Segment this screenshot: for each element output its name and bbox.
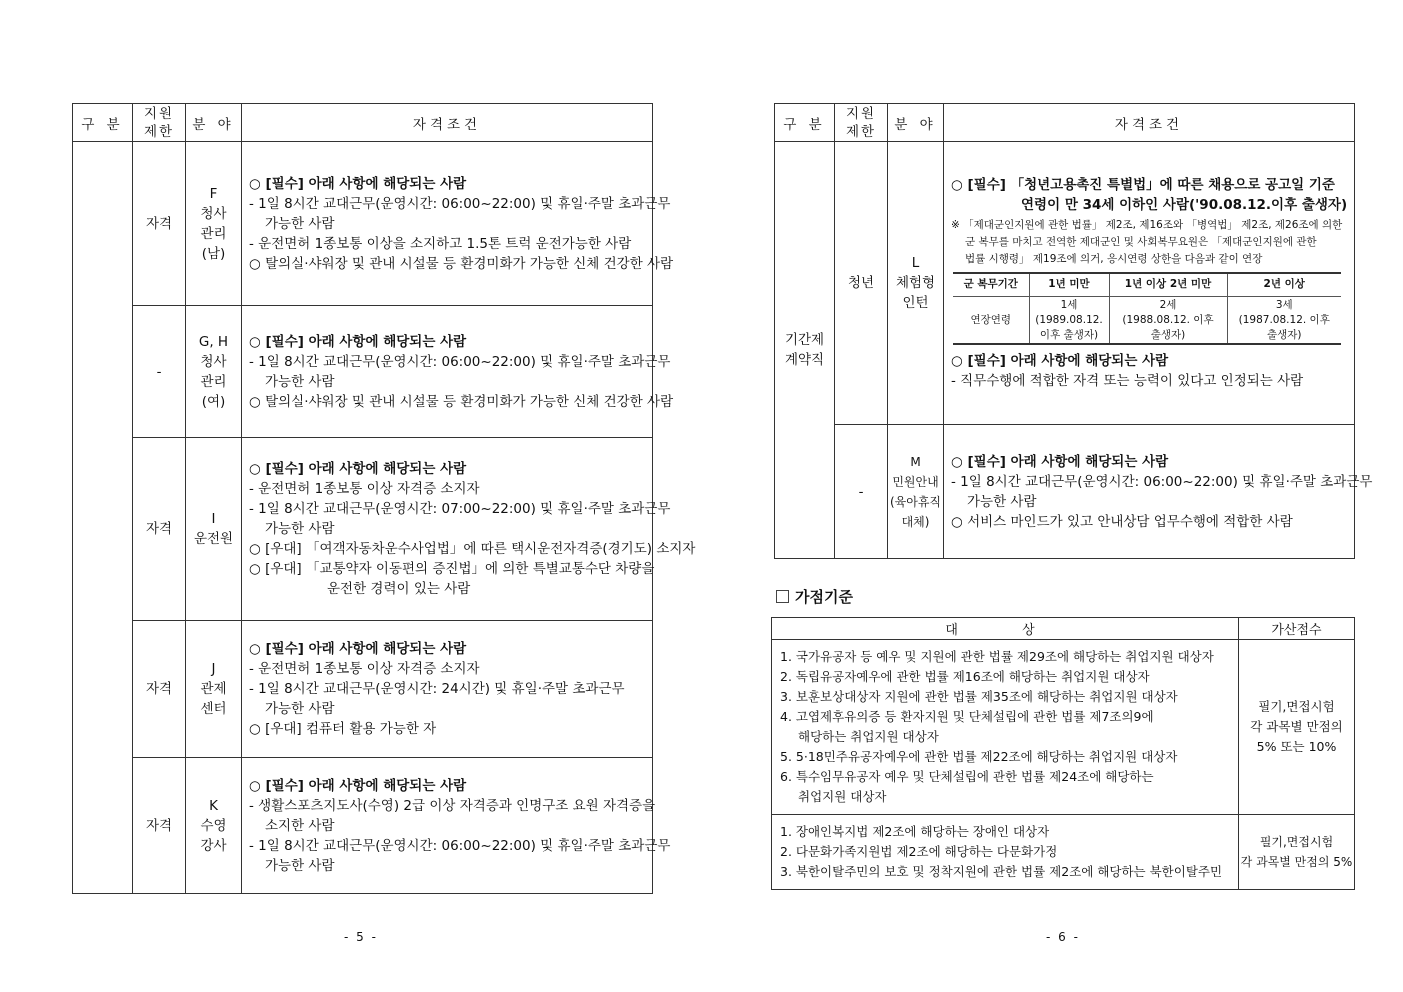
inner-cell: 3세 (1987.08.12. 이후 출생자) bbox=[1227, 296, 1341, 344]
bonus-line: 2. 다문화가족지원법 제2조에 해당하는 다문화가정 bbox=[780, 844, 1058, 859]
note-line: 군 복무를 마치고 전역한 제대군인 및 사회복무요원은 「제대군인지원에 관한 bbox=[965, 235, 1317, 248]
cond-line: - 운전면허 1종보통 이상 자격증 소지자 bbox=[249, 661, 480, 677]
bonus-target-cell bbox=[772, 640, 1239, 815]
cond-line: 소지한 사람 bbox=[265, 817, 335, 834]
qualification-cell bbox=[242, 438, 696, 621]
cond-line: ○ [필수] 아래 사항에 해당되는 사람 bbox=[249, 461, 467, 477]
cond-line: ○ [필수] 아래 사항에 해당되는 사람 bbox=[249, 333, 467, 350]
cond-line: ○ [필수] 「청년고용촉진 특별법」에 따른 채용으로 공고일 기준 bbox=[951, 176, 1335, 193]
qualification-cell bbox=[242, 758, 671, 894]
header-category: 구 분 bbox=[775, 104, 835, 142]
bonus-line: 5. 5·18민주유공자예우에 관한 법률 제22조에 해당하는 취업지원 대상자 bbox=[780, 749, 1178, 764]
cond-line: 연령이 만 34세 이하인 사람('90.08.12.이후 출생자) bbox=[1021, 196, 1348, 213]
table-row bbox=[775, 142, 1355, 425]
table-row bbox=[775, 425, 1355, 559]
bonus-score-cell: 필기,면접시험 각 과목별 만점의 5% 또는 10% bbox=[1239, 640, 1355, 815]
bonus-title-text: 가점기준 bbox=[795, 588, 853, 606]
table-row bbox=[73, 142, 653, 306]
cond-line: - 생활스포츠지도사(수영) 2급 이상 자격증과 인명구조 요원 자격증을 bbox=[249, 797, 656, 814]
cond-line: - 1일 8시간 교대근무(운영시간: 06:00~22:00) 및 휴일·주말 초과근무 bbox=[951, 473, 1373, 490]
inner-header: 1년 이상 2년 미만 bbox=[1109, 273, 1227, 297]
table-row bbox=[73, 621, 653, 758]
limit-cell: - bbox=[133, 306, 186, 438]
page-number-left: - 5 - bbox=[344, 930, 378, 944]
bonus-line: 2. 독립유공자예우에 관한 법률 제16조에 해당하는 취업지원 대상자 bbox=[780, 669, 1150, 684]
cond-line: - 1일 8시간 교대근무(운영시간: 07:00~22:00) 및 휴일·주말 초과근무 bbox=[249, 501, 671, 517]
cond-line: ○ 탈의실·샤워장 및 관내 시설물 등 환경미화가 가능한 신체 건강한 사람 bbox=[249, 255, 674, 272]
header-qualification: 자격조건 bbox=[944, 104, 1355, 142]
note-line: ※ 「제대군인지원에 관한 법률」 제2조, 제16조와 「병역법」 제2조, 제26조에 의한 bbox=[951, 218, 1343, 231]
bonus-line: 3. 북한이탈주민의 보호 및 정착지원에 관한 법률 제2조에 해당하는 북한이탈주민 bbox=[780, 864, 1223, 879]
cond-line: ○ [우대] 「여객자동차운수사업법」에 따른 택시운전자격증(경기도) 소지자 bbox=[249, 541, 696, 557]
table-row bbox=[772, 815, 1355, 890]
cond-line: - 운전면허 1종보통 이상을 소지하고 1.5톤 트럭 운전가능한 사람 bbox=[249, 235, 632, 252]
inner-cell: 연장연령 bbox=[953, 296, 1029, 344]
header-field: 분 야 bbox=[888, 104, 944, 142]
inner-cell: 2세 (1988.08.12. 이후 출생자) bbox=[1109, 296, 1227, 344]
field-cell: K 수영 강사 bbox=[186, 758, 242, 894]
cond-line: ○ 탈의실·샤워장 및 관내 시설물 등 환경미화가 가능한 신체 건강한 사람 bbox=[249, 393, 674, 410]
limit-cell: 청년 bbox=[835, 142, 888, 425]
table-row bbox=[73, 758, 653, 894]
age-extension-table bbox=[953, 272, 1341, 346]
cond-line: - 운전면허 1종보통 이상 자격증 소지자 bbox=[249, 481, 480, 497]
field-cell: I 운전원 bbox=[186, 438, 242, 621]
note-line: 법률 시행령」 제19조에 의거, 응시연령 상한을 다음과 같이 연장 bbox=[965, 252, 1263, 265]
qualification-cell bbox=[944, 142, 1355, 425]
cond-line: 가능한 사람 bbox=[265, 373, 335, 390]
cond-line: 가능한 사람 bbox=[967, 493, 1037, 510]
bonus-target-cell bbox=[772, 815, 1239, 890]
inner-cell: 1세 (1989.08.12. 이후 출생자) bbox=[1029, 296, 1109, 344]
cond-line: ○ 서비스 마인드가 있고 안내상담 업무수행에 적합한 사람 bbox=[951, 513, 1293, 530]
cond-line: 가능한 사람 bbox=[265, 521, 335, 537]
cond-line: ○ [우대] 「교통약자 이동편의 증진법」에 의한 특별교통수단 차량을 bbox=[249, 561, 655, 577]
header-limit: 지원 제한 bbox=[133, 104, 186, 142]
inner-header: 1년 미만 bbox=[1029, 273, 1109, 297]
cond-line: 운전한 경력이 있는 사람 bbox=[327, 581, 471, 597]
bonus-header-target: 대 상 bbox=[772, 618, 1239, 640]
cond-line: 가능한 사람 bbox=[265, 215, 335, 232]
cond-line: - 1일 8시간 교대근무(운영시간: 06:00~22:00) 및 휴일·주말 초과근무 bbox=[249, 195, 671, 212]
field-cell: J 관제 센터 bbox=[186, 621, 242, 758]
bonus-table bbox=[771, 617, 1355, 890]
limit-cell: 자격 bbox=[133, 758, 186, 894]
table-row bbox=[772, 640, 1355, 815]
inner-header: 군 복무기간 bbox=[953, 273, 1029, 297]
header-qualification: 자격조건 bbox=[242, 104, 653, 142]
header-field: 분 야 bbox=[186, 104, 242, 142]
bonus-line: 취업지원 대상자 bbox=[798, 789, 887, 804]
cond-line: 가능한 사람 bbox=[265, 857, 335, 874]
cond-line: - 직무수행에 적합한 자격 또는 능력이 있다고 인정되는 사람 bbox=[951, 373, 1304, 390]
table-row bbox=[73, 438, 653, 621]
table-row bbox=[73, 306, 653, 438]
cond-line: 가능한 사람 bbox=[265, 701, 335, 717]
cond-line: - 1일 8시간 교대근무(운영시간: 06:00~22:00) 및 휴일·주말 초과근무 bbox=[249, 353, 671, 370]
cond-line: ○ [우대] 컴퓨터 활용 가능한 자 bbox=[249, 721, 437, 737]
bonus-header-score: 가산점수 bbox=[1239, 618, 1355, 640]
cond-line: ○ [필수] 아래 사항에 해당되는 사람 bbox=[249, 641, 467, 657]
cond-line: - 1일 8시간 교대근무(운영시간: 24시간) 및 휴일·주말 초과근무 bbox=[249, 681, 625, 697]
limit-cell: 자격 bbox=[133, 438, 186, 621]
bonus-line: 3. 보훈보상대상자 지원에 관한 법률 제35조에 해당하는 취업지원 대상자 bbox=[780, 689, 1178, 704]
cond-line: ○ [필수] 아래 사항에 해당되는 사람 bbox=[249, 175, 467, 192]
bonus-line: 1. 국가유공자 등 예우 및 지원에 관한 법률 제29조에 해당하는 취업지원 대상자 bbox=[780, 649, 1214, 664]
cond-line: ○ [필수] 아래 사항에 해당되는 사람 bbox=[951, 453, 1169, 470]
qualification-cell bbox=[242, 306, 674, 438]
limit-cell: 자격 bbox=[133, 142, 186, 306]
qualification-cell bbox=[242, 142, 674, 306]
category-cell bbox=[73, 142, 133, 894]
bonus-line: 1. 장애인복지법 제2조에 해당하는 장애인 대상자 bbox=[780, 824, 1050, 839]
cond-line: ○ [필수] 아래 사항에 해당되는 사람 bbox=[249, 777, 467, 794]
bonus-line: 6. 특수임무유공자 예우 및 단체설립에 관한 법률 제24조에 해당하는 bbox=[780, 769, 1154, 784]
left-qualification-table bbox=[72, 103, 696, 894]
right-qualification-table bbox=[774, 103, 1373, 559]
limit-cell: 자격 bbox=[133, 621, 186, 758]
page-number-right: - 6 - bbox=[1046, 930, 1080, 944]
field-cell: F 청사 관리 (남) bbox=[186, 142, 242, 306]
field-cell: G, H 청사 관리 (여) bbox=[186, 306, 242, 438]
checkbox-square-icon bbox=[776, 590, 789, 603]
cond-line: - 1일 8시간 교대근무(운영시간: 06:00~22:00) 및 휴일·주말 초과근무 bbox=[249, 837, 671, 854]
field-cell: M 민원안내 (육아휴직 대체) bbox=[888, 425, 944, 559]
limit-cell: - bbox=[835, 425, 888, 559]
category-cell: 기간제 계약직 bbox=[775, 142, 835, 559]
header-limit: 지원 제한 bbox=[835, 104, 888, 142]
field-cell: L 체험형 인턴 bbox=[888, 142, 944, 425]
bonus-line: 해당하는 취업지원 대상자 bbox=[798, 729, 939, 744]
bonus-score-cell: 필기,면접시험 각 과목별 만점의 5% bbox=[1239, 815, 1355, 890]
qualification-cell bbox=[944, 425, 1373, 559]
bonus-section-title bbox=[776, 586, 853, 607]
qualification-cell bbox=[242, 621, 653, 758]
header-category: 구 분 bbox=[73, 104, 133, 142]
bonus-line: 4. 고엽제후유의증 등 환자지원 및 단체설립에 관한 법률 제7조의9에 bbox=[780, 709, 1154, 724]
cond-line: ○ [필수] 아래 사항에 해당되는 사람 bbox=[951, 353, 1169, 370]
inner-header: 2년 이상 bbox=[1227, 273, 1341, 297]
